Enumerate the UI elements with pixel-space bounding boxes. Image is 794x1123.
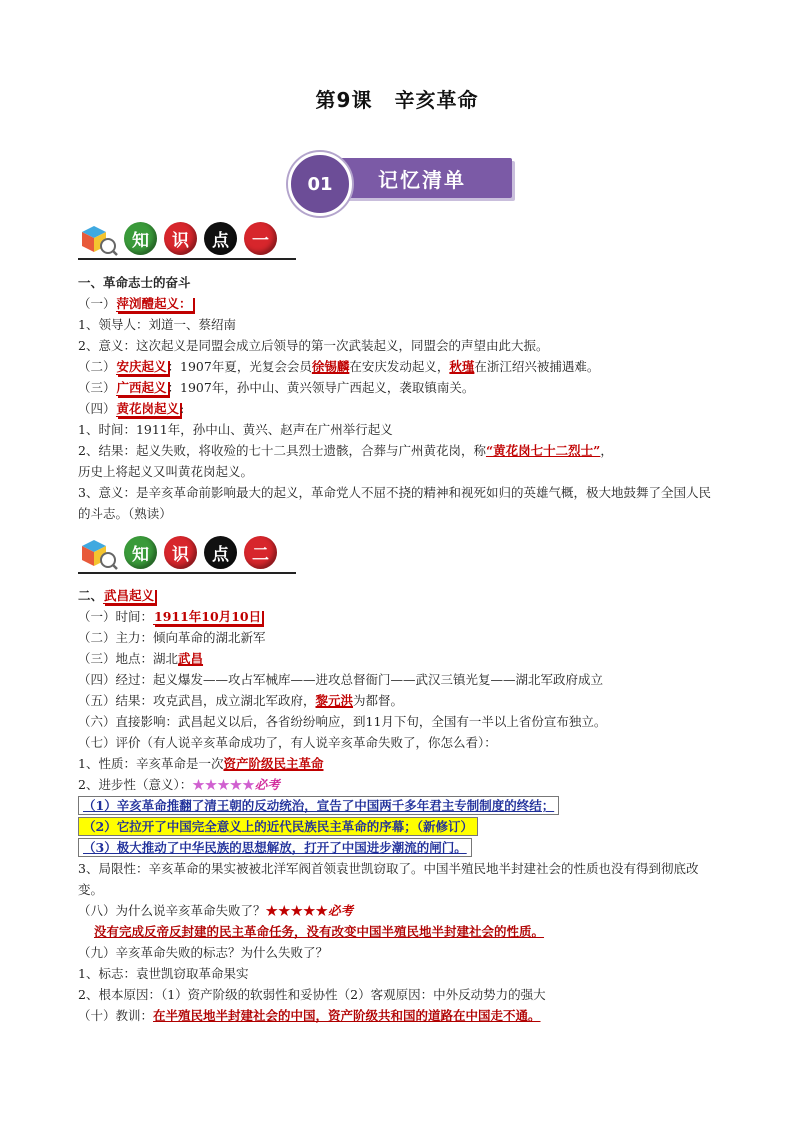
significance-2: （2）它拉开了中国完全意义上的近代民族民主革命的序幕；（新修订）	[78, 816, 728, 837]
name-xuxilin: 徐锡麟	[311, 359, 350, 374]
kp2-char-3: 点	[204, 536, 237, 569]
wuchang-impact: （六）直接影响：武昌起义以后，各省纷纷响应，到11月下旬，全国有一半以上省份宣布独立。	[78, 714, 607, 729]
item-huanghuagang: （四）黄花岗起义:	[78, 401, 185, 416]
kp1-char-3: 点	[204, 222, 237, 255]
star-rating: ★★★★★	[192, 777, 255, 792]
failure-sign: 1、标志：袁世凯窃取革命果实	[78, 966, 249, 981]
term-anqing: 安庆起义	[116, 359, 167, 374]
why-failed: （八）为什么说辛亥革命失败了？★★★★★必考	[78, 903, 354, 918]
failure-cause: 2、根本原因：（1）资产阶级的软弱性和妥协性（2）客观原因：中外反动势力的强大	[78, 987, 546, 1002]
significance-heading: 2、进步性（意义）：★★★★★必考	[78, 777, 280, 792]
term-72-martyrs: “黄花岗七十二烈士”	[485, 443, 601, 458]
term-wuchang: 武昌起义	[104, 588, 155, 603]
huanghuagang-result-tail: 历史上将起义又叫黄花岗起义。	[78, 464, 254, 479]
kp1-char-2: 识	[164, 222, 197, 255]
must-test-tag: 必考	[254, 777, 280, 792]
name-qiujin: 秋瑾	[449, 359, 475, 374]
banner-label: 记忆清单	[378, 167, 466, 192]
item-pingliuli: （一）萍浏醴起义：	[78, 296, 192, 311]
significance-3: （3）极大推动了中华民族的思想解放，打开了中国进步潮流的闸门。	[78, 837, 728, 858]
lesson-number: 第9课	[315, 88, 373, 112]
place-wuchang: 武昌	[178, 651, 204, 666]
pingliuli-significance: 2、意义：这次起义是同盟会成立后领导的第一次武装起义，同盟会的声望由此大振。	[78, 338, 549, 353]
huanghuagang-time: 1、时间：1911年，孙中山、黄兴、赵声在广州举行起义	[78, 422, 393, 437]
wuchang-result: （五）结果：攻克武昌，成立湖北军政府，黎元洪为都督。	[78, 693, 404, 708]
section-1	[78, 272, 728, 524]
wuchang-time: （一）时间：1911年10月10日	[78, 609, 262, 624]
cube-icon	[78, 222, 118, 256]
kp1-underline	[78, 258, 296, 260]
kp2-char-4: 二	[244, 536, 277, 569]
kp2-underline	[78, 572, 296, 574]
section-banner	[288, 152, 528, 214]
item-anqing: （二）安庆起义：1907年夏，光复会会员徐锡麟在安庆发动起义，秋瑾在浙江绍兴被捕遇难。	[78, 359, 600, 374]
failure-sign-heading: （九）辛亥革命失败的标志？为什么失败了？	[78, 945, 329, 960]
section-2	[78, 585, 728, 1026]
why-failed-answer: 没有完成反帝反封建的民主革命任务，没有改变中国半殖民地半封建社会的性质。	[94, 924, 545, 939]
must-test-tag: 必考	[328, 903, 354, 918]
term-huanghuagang: 黄花岗起义	[116, 401, 180, 416]
significance-1: （1）辛亥革命推翻了清王朝的反动统治，宣告了中国两千多年君主专制制度的终结；	[78, 795, 728, 816]
wuchang-force: （二）主力：倾向革命的湖北新军	[78, 630, 266, 645]
term-guangxi: 广西起义	[116, 380, 167, 395]
kp1-char-4: 一	[244, 222, 277, 255]
pingliuli-leader: 1、领导人：刘道一、蔡绍南	[78, 317, 236, 332]
evaluation-heading: （七）评价（有人说辛亥革命成功了，有人说辛亥革命失败了，你怎么看）：	[78, 735, 497, 750]
term-pingliuli: 萍浏醴起义：	[116, 296, 192, 311]
cube-icon	[78, 536, 118, 570]
banner-number: 01	[288, 152, 352, 216]
limitation: 3、局限性：辛亥革命的果实被被北洋军阀首领袁世凯窃取了。中国半殖民地半封建社会的性质也没有得到彻底改变。	[78, 861, 699, 897]
kp2-char-2: 识	[164, 536, 197, 569]
section-1-heading: 一、革命志士的奋斗	[78, 275, 191, 290]
huanghuagang-result: 2、结果：起义失败，将收殓的七十二具烈士遗骸，合葬与广州黄花岗，称“黄花岗七十二烈士”，	[78, 443, 613, 458]
lesson-learned: （十）教训：在半殖民地半封建社会的中国，资产阶级共和国的道路在中国走不通。	[78, 1008, 541, 1023]
term-bourgeois-revolution: 资产阶级民主革命	[223, 756, 324, 771]
huanghuagang-significance: 3、意义：是辛亥革命前影响最大的起义，革命党人不屈不挠的精神和视死如归的英雄气概，极大地鼓舞了全国人民的斗志。（熟读）	[78, 485, 711, 521]
wuchang-place: （三）地点：湖北武昌	[78, 651, 204, 666]
kp1-char-1: 知	[124, 222, 157, 255]
section-2-heading: 二、武昌起义	[78, 588, 155, 603]
kp2-char-1: 知	[124, 536, 157, 569]
page-title	[0, 84, 794, 113]
wuchang-process: （四）经过：起义爆发——攻占军械库——进攻总督衙门——武汉三镇光复——湖北军政府成立	[78, 672, 604, 687]
knowledge-point-2-header	[78, 532, 296, 572]
date-1911-10-10: 1911年10月10日	[154, 609, 262, 624]
lesson-name: 辛亥革命	[394, 88, 479, 112]
star-rating: ★★★★★	[265, 903, 329, 918]
knowledge-point-1-header	[78, 218, 296, 258]
name-liyuanhong: 黎元洪	[315, 693, 354, 708]
item-guangxi: （三）广西起义：1907年，孙中山、黄兴领导广西起义，袭取镇南关。	[78, 380, 475, 395]
nature: 1、性质：辛亥革命是一次资产阶级民主革命	[78, 756, 324, 771]
banner-bar	[332, 158, 512, 198]
